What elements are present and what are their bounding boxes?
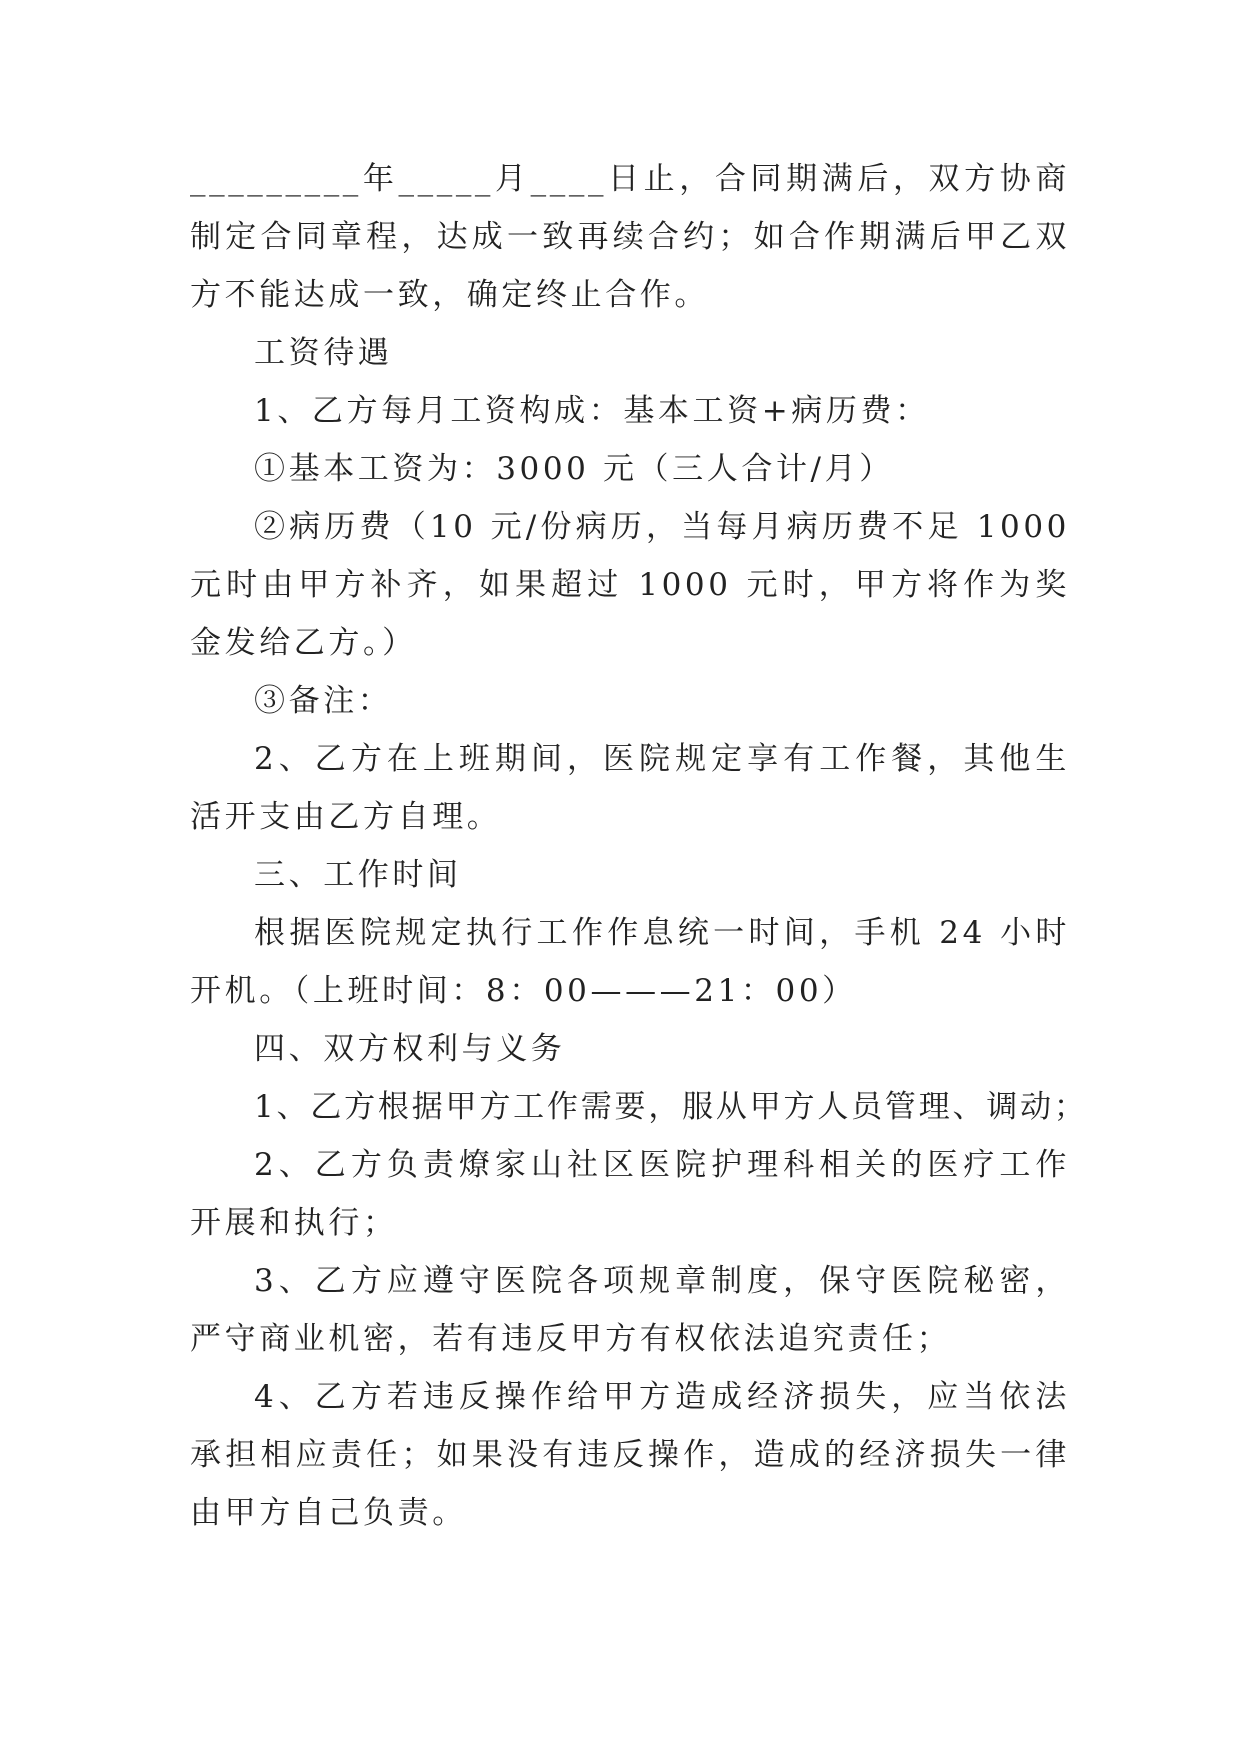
paragraph-meals: 2、乙方在上班期间，医院规定享有工作餐，其他生活开支由乙方自理。 xyxy=(190,741,1070,835)
paragraph-obligation-3: 3、乙方应遵守医院各项规章制度，保守医院秘密，严守商业机密，若有违反甲方有权依法追究责任； xyxy=(190,1263,1070,1357)
heading-work-time: 三、工作时间 xyxy=(254,857,462,893)
paragraph-salary-composition: 1、乙方每月工资构成：基本工资+病历费： xyxy=(254,393,930,429)
paragraph-contract-term: _________年_____月____日止，合同期满后，双方协商制定合同章程，达成一致再续合约；如合作期满后甲乙双方不能达成一致，确定终止合作。 xyxy=(190,161,1070,313)
paragraph-remarks: ③备注： xyxy=(254,683,393,719)
paragraph-work-schedule: 根据医院规定执行工作作息统一时间，手机 24 小时开机。（上班时间：8：00———21：00） xyxy=(190,915,1070,1009)
paragraph-record-fee: ②病历费（10 元/份病历，当每月病历费不足 1000 元时由甲方补齐，如果超过 1000 元时，甲方将作为奖金发给乙方。） xyxy=(190,509,1070,661)
paragraph-obligation-4: 4、乙方若违反操作给甲方造成经济损失，应当依法承担相应责任；如果没有违反操作，造成的经济损失一律由甲方自己负责。 xyxy=(190,1379,1070,1531)
heading-salary: 工资待遇 xyxy=(254,335,393,371)
document-page xyxy=(190,150,1088,1542)
paragraph-obligation-1: 1、乙方根据甲方工作需要，服从甲方人员管理、调动； xyxy=(254,1089,1088,1125)
paragraph-obligation-2: 2、乙方负责燎家山社区医院护理科相关的医疗工作开展和执行； xyxy=(190,1147,1070,1241)
paragraph-base-salary: ①基本工资为：3000 元（三人合计/月） xyxy=(254,451,894,487)
heading-rights-obligations: 四、双方权利与义务 xyxy=(254,1031,566,1067)
